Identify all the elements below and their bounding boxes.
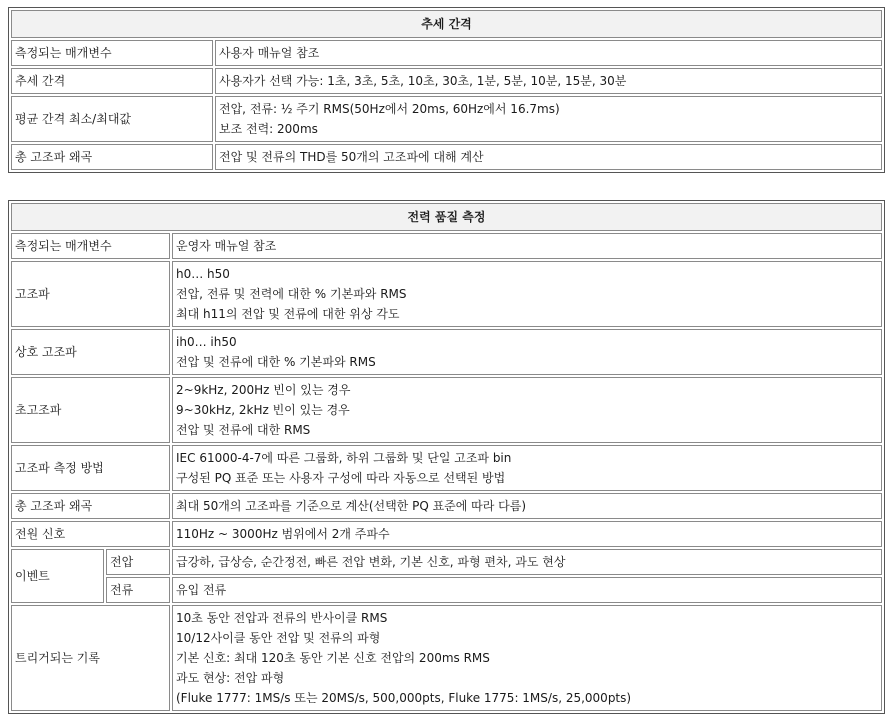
table-title: 추세 간격 xyxy=(11,10,882,38)
row-value xyxy=(215,40,882,66)
events-voltage-label: 전압 xyxy=(106,549,170,575)
events-label: 이벤트 xyxy=(11,549,104,603)
value-line: 10초 동안 전압과 전류의 반사이클 RMS xyxy=(176,611,388,625)
trend-interval-table xyxy=(8,7,885,173)
row-label: 고조파 xyxy=(11,261,170,327)
row-value xyxy=(172,329,882,375)
table-row xyxy=(11,233,882,259)
value-line: 110Hz ~ 3000Hz 범위에서 2개 주파수 xyxy=(176,527,390,541)
table-row xyxy=(11,96,882,142)
row-label: 총 고조파 왜곡 xyxy=(11,493,170,519)
row-label: 초고조파 xyxy=(11,377,170,443)
table-row xyxy=(11,445,882,491)
table-row xyxy=(11,329,882,375)
table-row xyxy=(11,577,882,603)
events-voltage-value: 급강하, 급상승, 순간정전, 빠른 전압 변화, 기본 신호, 파형 편차, 과도 현상 xyxy=(172,549,882,575)
value-line: 기본 신호: 최대 120초 동안 기본 신호 전압의 200ms RMS xyxy=(176,651,490,665)
table-row xyxy=(11,521,882,547)
value-line: 전압, 전류 및 전력에 대한 % 기본파와 RMS xyxy=(176,287,407,301)
value-line: 구성된 PQ 표준 또는 사용자 구성에 따라 자동으로 선택된 방법 xyxy=(176,471,506,485)
value-line: 9~30kHz, 2kHz 빈이 있는 경우 xyxy=(176,403,350,417)
value-line: 전압 및 전류에 대한 RMS xyxy=(176,423,311,437)
value-line: IEC 61000-4-7에 따른 그룹화, 하위 그룹화 및 단일 고조파 bin xyxy=(176,451,512,465)
value-line: 보조 전력: 200ms xyxy=(219,122,318,136)
table-row xyxy=(11,144,882,170)
table-title: 전력 품질 측정 xyxy=(11,203,882,231)
table-row xyxy=(11,261,882,327)
value-line: h0… h50 xyxy=(176,267,230,281)
table-row xyxy=(11,605,882,711)
row-label: 상호 고조파 xyxy=(11,329,170,375)
row-value xyxy=(215,96,882,142)
table-row xyxy=(11,68,882,94)
table-row xyxy=(11,40,882,66)
row-value xyxy=(172,377,882,443)
row-label: 전원 신호 xyxy=(11,521,170,547)
row-label: 트리거되는 기록 xyxy=(11,605,170,711)
value-line: 10/12사이클 동안 전압 및 전류의 파형 xyxy=(176,631,381,645)
row-value xyxy=(172,445,882,491)
table-header-row xyxy=(11,203,882,231)
value-line: 전압 및 전류의 THD를 50개의 고조파에 대해 계산 xyxy=(219,150,484,164)
row-label: 측정되는 매개변수 xyxy=(11,233,170,259)
row-value xyxy=(172,521,882,547)
row-value xyxy=(215,144,882,170)
row-value xyxy=(172,233,882,259)
value-line: 전압, 전류: ½ 주기 RMS(50Hz에서 20ms, 60Hz에서 16.7ms) xyxy=(219,102,560,116)
row-label: 고조파 측정 방법 xyxy=(11,445,170,491)
row-label: 추세 간격 xyxy=(11,68,213,94)
value-line: 최대 h11의 전압 및 전류에 대한 위상 각도 xyxy=(176,307,400,321)
row-value xyxy=(215,68,882,94)
row-label: 측정되는 매개변수 xyxy=(11,40,213,66)
events-current-label: 전류 xyxy=(106,577,170,603)
power-quality-table xyxy=(8,200,885,714)
table-header-row xyxy=(11,10,882,38)
value-line: 최대 50개의 고조파를 기준으로 계산(선택한 PQ 표준에 따라 다름) xyxy=(176,499,527,513)
value-line: 사용자 매뉴얼 참조 xyxy=(219,46,320,60)
row-label: 총 고조파 왜곡 xyxy=(11,144,213,170)
row-value xyxy=(172,605,882,711)
row-value xyxy=(172,261,882,327)
table-row xyxy=(11,549,882,575)
value-line: 과도 현상: 전압 파형 xyxy=(176,671,285,685)
value-line: 운영자 매뉴얼 참조 xyxy=(176,239,277,253)
table-row xyxy=(11,493,882,519)
value-line: 사용자가 선택 가능: 1초, 3초, 5초, 10초, 30초, 1분, 5분, 10분, 15분, 30분 xyxy=(219,74,627,88)
events-current-value: 유입 전류 xyxy=(172,577,882,603)
value-line: ih0… ih50 xyxy=(176,335,237,349)
row-value xyxy=(172,493,882,519)
value-line: (Fluke 1777: 1MS/s 또는 20MS/s, 500,000pts, Fluke 1775: 1MS/s, 25,000pts) xyxy=(176,691,632,705)
row-label: 평균 간격 최소/최대값 xyxy=(11,96,213,142)
value-line: 2~9kHz, 200Hz 빈이 있는 경우 xyxy=(176,383,351,397)
table-row xyxy=(11,377,882,443)
value-line: 전압 및 전류에 대한 % 기본파와 RMS xyxy=(176,355,376,369)
